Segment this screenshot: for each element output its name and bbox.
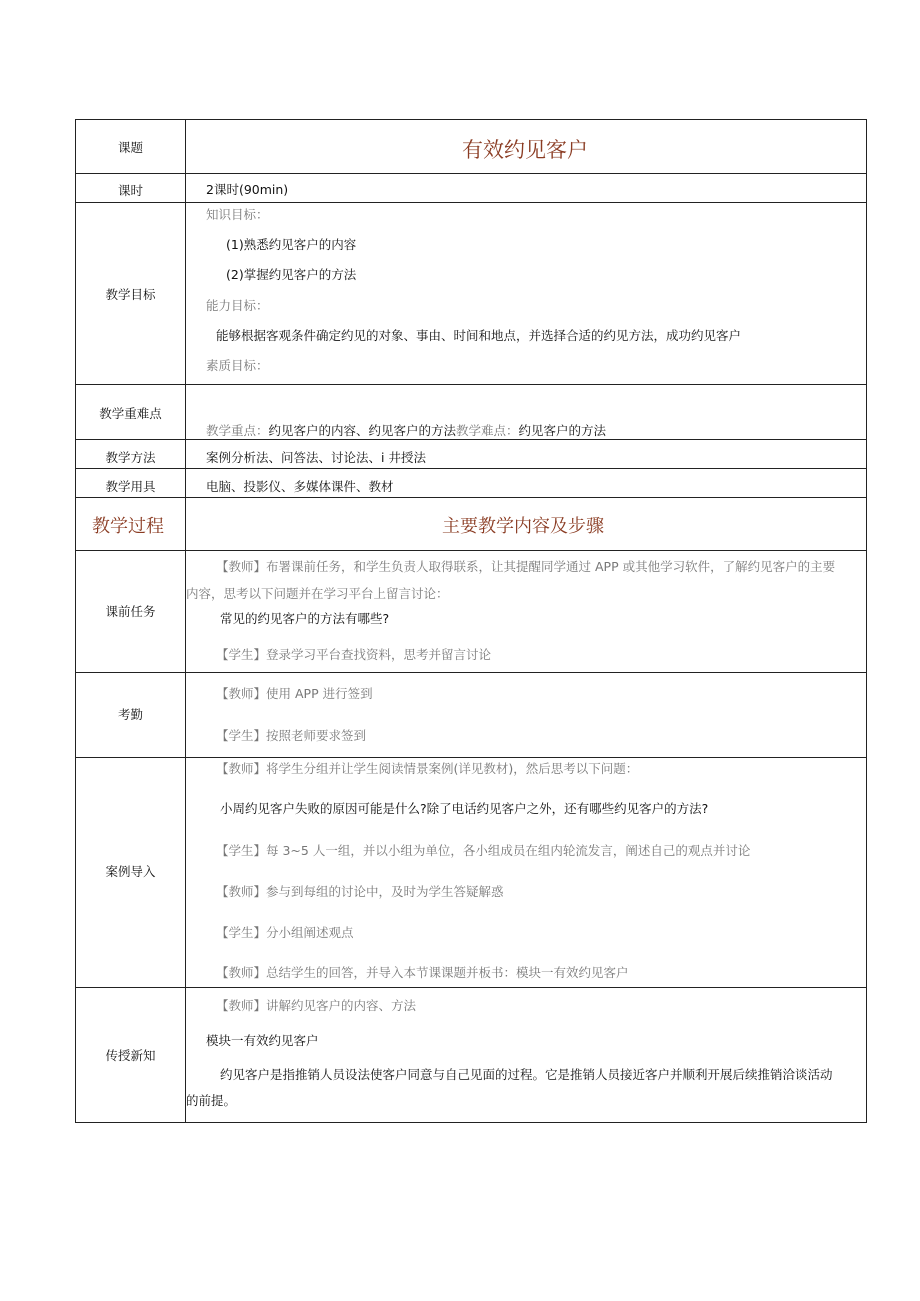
case-teacher-2: 【教师】参与到每组的讨论中，及时为学生答疑解惑 xyxy=(216,884,504,899)
topic-title: 有效约见客户 xyxy=(462,138,588,162)
case-intro-label: 案例导入 xyxy=(105,864,156,879)
quality-title: 素质目标： xyxy=(206,358,269,373)
row-divider xyxy=(76,497,866,498)
knowledge-title: 知识目标： xyxy=(206,207,269,222)
key-points-line xyxy=(206,422,606,440)
case-teacher-1: 【教师】将学生分组并让学生阅读情景案例(详见教材)，然后思考以下问题： xyxy=(216,761,639,776)
pre-task-label: 课前任务 xyxy=(105,604,156,619)
key-text: 约见客户的内容、约见客户的方法 xyxy=(268,423,457,438)
case-question: 小周约见客户失败的原因可能是什么?除了电话约见客户之外，还有哪些约见客户的方法? xyxy=(220,801,709,816)
difficulty-text: 约见客户的方法 xyxy=(518,423,607,438)
tools-label: 教学用具 xyxy=(105,479,156,494)
objectives-label: 教学目标 xyxy=(105,287,156,302)
column-divider xyxy=(185,120,186,1122)
topic-label: 课题 xyxy=(117,140,143,155)
new-knowledge-module: 模块一有效约见客户 xyxy=(206,1033,319,1048)
attendance-label: 考勤 xyxy=(117,707,143,722)
ability-text: 能够根据客观条件确定约见的对象、事由、时间和地点，并选择合适的约见方法，成功约见客户 xyxy=(216,328,742,343)
attendance-teacher: 【教师】使用 APP 进行签到 xyxy=(216,686,373,701)
case-student-1: 【学生】每 3~5 人一组，并以小组为单位，各小组成员在组内轮流发言，阐述自己的观点并讨论 xyxy=(216,843,751,858)
row-divider xyxy=(76,173,866,174)
row-divider xyxy=(76,468,866,469)
hours-label: 课时 xyxy=(117,183,143,198)
key-title: 教学重点： xyxy=(206,423,269,438)
case-student-2: 【学生】分小组阐述观点 xyxy=(216,925,354,940)
pre-task-teacher-line-2: 内容，思考以下问题并在学习平台上留言讨论： xyxy=(186,586,449,601)
knowledge-item-1: (1)熟悉约见客户的内容 xyxy=(226,237,357,252)
row-divider xyxy=(76,550,866,551)
row-divider xyxy=(76,202,866,203)
pre-task-teacher-line-1: 【教师】布署课前任务，和学生负责人取得联系，让其提醒同学通过 APP 或其他学习软件，了解约见客户的主要 xyxy=(216,559,836,574)
methods-label: 教学方法 xyxy=(105,450,156,465)
key-points-label: 教学重难点 xyxy=(99,406,162,421)
hours-value: 2课时(90min) xyxy=(206,182,289,197)
row-divider xyxy=(76,672,866,673)
attendance-student: 【学生】按照老师要求签到 xyxy=(216,728,367,743)
new-knowledge-label: 传授新知 xyxy=(105,1048,156,1063)
process-header-right: 主要教学内容及步骤 xyxy=(442,516,604,537)
new-knowledge-teacher: 【教师】讲解约见客户的内容、方法 xyxy=(216,998,417,1013)
difficulty-title: 教学难点： xyxy=(456,423,519,438)
row-divider xyxy=(76,987,866,988)
lesson-plan-table xyxy=(75,119,867,1123)
case-teacher-3: 【教师】总结学生的回答，并导入本节课课题并板书：模块一有效约见客户 xyxy=(216,965,629,980)
new-knowledge-para-1: 约见客户是指推销人员设法使客户同意与自己见面的过程。它是推销人员接近客户并顺利开展后续推销洽谈活动 xyxy=(220,1067,833,1082)
ability-title: 能力目标： xyxy=(206,298,269,313)
methods-value: 案例分析法、问答法、讨论法、i 井授法 xyxy=(206,450,426,465)
row-divider xyxy=(76,384,866,385)
row-divider xyxy=(76,757,866,758)
tools-value: 电脑、投影仪、多媒体课件、教材 xyxy=(206,479,394,494)
pre-task-student: 【学生】登录学习平台查找资料，思考并留言讨论 xyxy=(216,647,492,662)
pre-task-question: 常见的约见客户的方法有哪些? xyxy=(220,611,390,626)
knowledge-item-2: (2)掌握约见客户的方法 xyxy=(226,267,357,282)
process-header-left: 教学过程 xyxy=(92,516,164,537)
new-knowledge-para-2: 的前提。 xyxy=(186,1093,237,1108)
